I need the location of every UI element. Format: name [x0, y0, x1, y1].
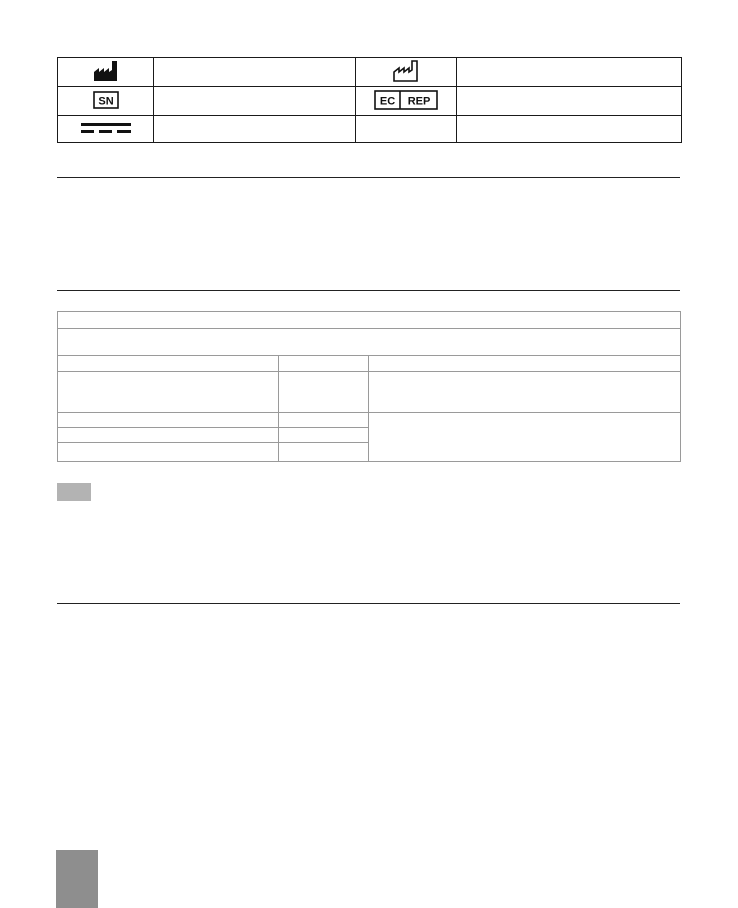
- table-rule: [58, 427, 368, 428]
- section-divider: [57, 290, 680, 291]
- symbol-description: [154, 58, 356, 87]
- symbol-cell: [356, 116, 457, 143]
- table-rule: [278, 355, 279, 461]
- symbol-cell: [356, 87, 457, 116]
- symbol-description: [154, 87, 356, 116]
- serial-number-icon: [93, 91, 119, 109]
- table-rule: [58, 355, 680, 356]
- manufacturer-icon: [93, 60, 119, 82]
- svg-text:REP: REP: [407, 95, 431, 107]
- specifications-table: [57, 311, 681, 462]
- table-rule: [58, 328, 680, 329]
- svg-text:SN: SN: [97, 95, 114, 107]
- table-rule: [58, 442, 368, 443]
- section-divider: [57, 603, 680, 604]
- section-divider: [57, 177, 680, 178]
- symbol-cell: [356, 58, 457, 87]
- direct-current-icon: [81, 122, 131, 134]
- symbols-row: [58, 58, 682, 87]
- symbols-table: [57, 57, 682, 143]
- date-of-manufacture-icon: [392, 59, 420, 83]
- symbol-description: [154, 116, 356, 143]
- symbol-cell: [58, 116, 154, 143]
- note-label-box: [57, 483, 91, 501]
- page-edge-tab: [56, 850, 98, 908]
- symbol-description: [457, 58, 682, 87]
- symbols-row: [58, 116, 682, 143]
- table-rule: [58, 412, 680, 413]
- symbol-cell: [58, 87, 154, 116]
- table-rule: [58, 371, 680, 372]
- symbol-description: [457, 87, 682, 116]
- symbols-row: [58, 87, 682, 116]
- symbol-cell: [58, 58, 154, 87]
- ec-rep-icon: [374, 90, 438, 110]
- svg-text:EC: EC: [379, 95, 396, 107]
- table-rule: [368, 355, 369, 461]
- symbol-description: [457, 116, 682, 143]
